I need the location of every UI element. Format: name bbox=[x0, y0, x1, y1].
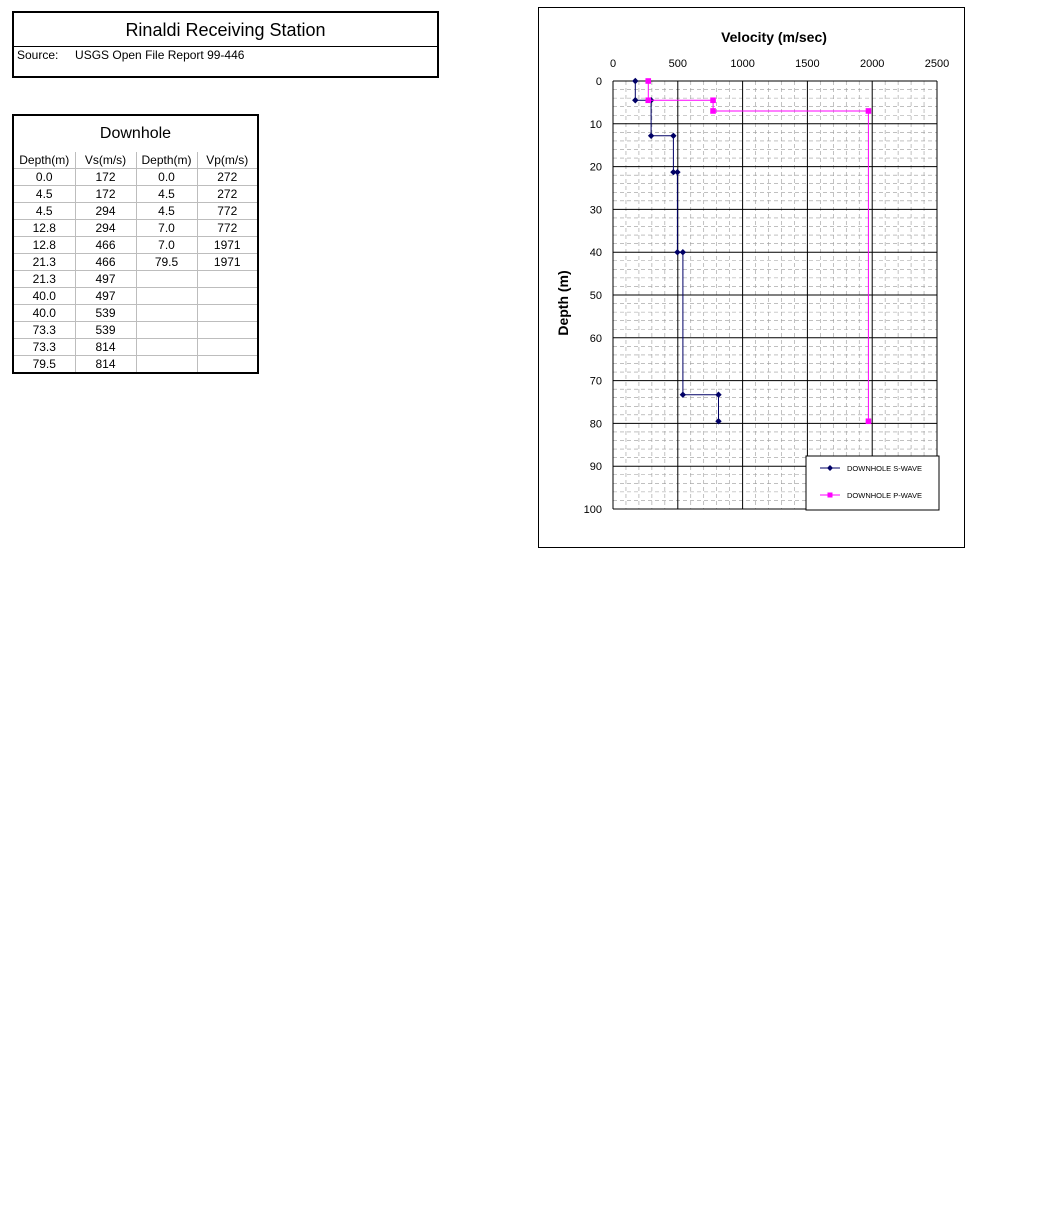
x-tick-label: 1000 bbox=[730, 58, 755, 70]
table-row bbox=[14, 237, 257, 254]
y-tick-label: 20 bbox=[589, 161, 602, 174]
table-cell: 7.0 bbox=[136, 237, 197, 254]
data-point bbox=[866, 108, 872, 114]
table-cell: 172 bbox=[75, 169, 136, 186]
y-tick-label: 40 bbox=[589, 247, 602, 260]
column-header: Vp(m/s) bbox=[197, 152, 257, 169]
x-tick-label: 2000 bbox=[859, 58, 885, 70]
table-cell: 294 bbox=[75, 220, 136, 237]
source-label: Source: bbox=[17, 48, 59, 62]
table-cell bbox=[136, 322, 197, 339]
table-cell bbox=[197, 356, 257, 373]
table-cell: 21.3 bbox=[14, 254, 75, 271]
table-cell: 814 bbox=[75, 339, 136, 356]
table-row bbox=[14, 288, 257, 305]
y-tick-label: 50 bbox=[589, 290, 602, 302]
table-cell bbox=[136, 288, 197, 305]
table-cell: 21.3 bbox=[14, 271, 75, 288]
table-cell: 497 bbox=[75, 271, 136, 288]
downhole-table-box bbox=[12, 114, 259, 374]
table-cell: 466 bbox=[75, 254, 136, 271]
table-cell: 4.5 bbox=[136, 186, 197, 203]
table-cell: 73.3 bbox=[14, 322, 75, 339]
table-cell bbox=[197, 339, 257, 356]
table-cell: 7.0 bbox=[136, 220, 197, 237]
data-point bbox=[866, 418, 872, 424]
table-cell bbox=[197, 288, 257, 305]
y-tick-label: 80 bbox=[589, 418, 602, 431]
y-tick-label: 0 bbox=[595, 76, 602, 88]
table-row bbox=[14, 254, 257, 271]
y-axis-label: Depth (m) bbox=[555, 270, 571, 336]
table-cell bbox=[136, 271, 197, 288]
column-header: Depth(m) bbox=[14, 152, 75, 169]
table-row bbox=[14, 339, 257, 356]
data-point bbox=[710, 108, 716, 114]
table-cell: 772 bbox=[197, 203, 257, 220]
y-tick-label: 90 bbox=[589, 461, 602, 474]
table-cell: 272 bbox=[197, 186, 257, 203]
table-cell: 1971 bbox=[197, 254, 257, 271]
table-cell: 40.0 bbox=[14, 305, 75, 322]
table-row bbox=[14, 322, 257, 339]
table-cell: 539 bbox=[75, 322, 136, 339]
column-header: Depth(m) bbox=[136, 152, 197, 169]
table-cell: 12.8 bbox=[14, 220, 75, 237]
table-cell: 4.5 bbox=[14, 203, 75, 220]
legend-label: DOWNHOLE P-WAVE bbox=[847, 491, 923, 500]
table-cell: 79.5 bbox=[136, 254, 197, 271]
table-cell: 539 bbox=[75, 305, 136, 322]
x-tick-label: 0 bbox=[609, 58, 617, 70]
velocity-chart bbox=[538, 7, 965, 548]
table-header-row bbox=[14, 152, 257, 169]
table-row bbox=[14, 305, 257, 322]
x-tick-label: 500 bbox=[668, 58, 687, 70]
legend-label: DOWNHOLE S-WAVE bbox=[847, 464, 923, 473]
table-cell: 73.3 bbox=[14, 339, 75, 356]
y-tick-label: 100 bbox=[583, 504, 602, 516]
table-cell: 272 bbox=[197, 169, 257, 186]
downhole-title: Downhole bbox=[99, 125, 172, 142]
y-tick-label: 70 bbox=[589, 375, 602, 388]
chart-canvas bbox=[539, 8, 964, 547]
table-cell: 497 bbox=[75, 288, 136, 305]
table-row bbox=[14, 271, 257, 288]
table-cell: 814 bbox=[75, 356, 136, 373]
column-header: Vs(m/s) bbox=[75, 152, 136, 169]
source-line bbox=[17, 48, 244, 62]
table-cell bbox=[136, 305, 197, 322]
table-cell: 294 bbox=[75, 203, 136, 220]
table-cell: 0.0 bbox=[14, 169, 75, 186]
legend-marker bbox=[828, 493, 833, 498]
table-cell: 12.8 bbox=[14, 237, 75, 254]
chart-legend bbox=[806, 456, 939, 510]
y-tick-label: 60 bbox=[589, 332, 602, 345]
table-cell: 79.5 bbox=[14, 356, 75, 373]
data-point bbox=[710, 97, 716, 103]
y-tick-label: 30 bbox=[589, 204, 602, 217]
y-tick-label: 10 bbox=[589, 118, 602, 131]
table-cell bbox=[197, 305, 257, 322]
table-cell: 772 bbox=[197, 220, 257, 237]
table-row bbox=[14, 186, 257, 203]
table-cell: 1971 bbox=[197, 237, 257, 254]
x-tick-label: 2500 bbox=[924, 58, 950, 70]
data-point bbox=[645, 97, 651, 103]
table-cell bbox=[136, 356, 197, 373]
table-row bbox=[14, 203, 257, 220]
source-value: USGS Open File Report 99-446 bbox=[75, 48, 245, 62]
x-tick-label: 1500 bbox=[795, 58, 820, 70]
table-cell: 4.5 bbox=[136, 203, 197, 220]
table-cell: 172 bbox=[75, 186, 136, 203]
table-cell bbox=[136, 339, 197, 356]
table-cell: 4.5 bbox=[14, 186, 75, 203]
table-cell: 0.0 bbox=[136, 169, 197, 186]
station-title: Rinaldi Receiving Station bbox=[14, 13, 437, 47]
table-cell bbox=[197, 322, 257, 339]
table-row bbox=[14, 169, 257, 186]
table-row bbox=[14, 356, 257, 373]
table-cell: 466 bbox=[75, 237, 136, 254]
data-point bbox=[645, 78, 651, 84]
table-row bbox=[14, 220, 257, 237]
chart-title: Velocity (m/sec) bbox=[721, 29, 827, 45]
table-cell: 40.0 bbox=[14, 288, 75, 305]
station-header-box bbox=[12, 11, 439, 78]
table-cell bbox=[197, 271, 257, 288]
downhole-table bbox=[14, 152, 257, 372]
